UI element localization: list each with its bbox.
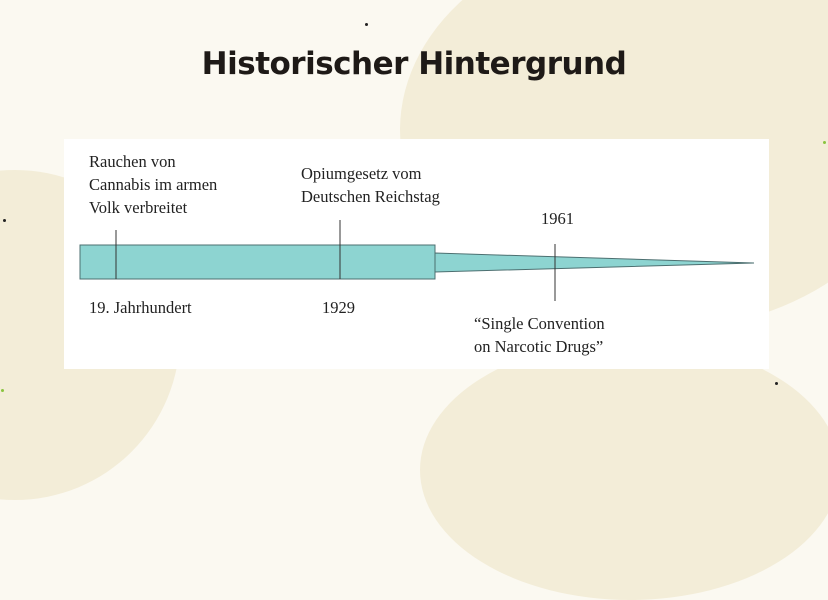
timeline-panel (64, 139, 769, 369)
event-text-1961: “Single Convention on Narcotic Drugs” (474, 314, 605, 356)
event-text-1929: Opiumgesetz vom Deutschen Reichstag (301, 164, 440, 206)
timeline-bar-taper (435, 253, 754, 272)
event-date-19-jahrhundert: 19. Jahrhundert (89, 298, 192, 317)
decor-dot (3, 219, 6, 222)
event-date-1961: 1961 (541, 209, 574, 228)
decor-dot (1, 389, 4, 392)
slide-title: Historischer Hintergrund (201, 46, 627, 82)
event-text-19-jahrhundert: Rauchen von Cannabis im armen Volk verbreitet (89, 152, 218, 217)
timeline-bar-main (80, 245, 435, 279)
decor-dot (365, 23, 368, 26)
decor-blob-bottom (420, 340, 828, 600)
event-date-1929: 1929 (322, 298, 355, 317)
decor-dot (775, 382, 778, 385)
decor-dot (823, 141, 826, 144)
